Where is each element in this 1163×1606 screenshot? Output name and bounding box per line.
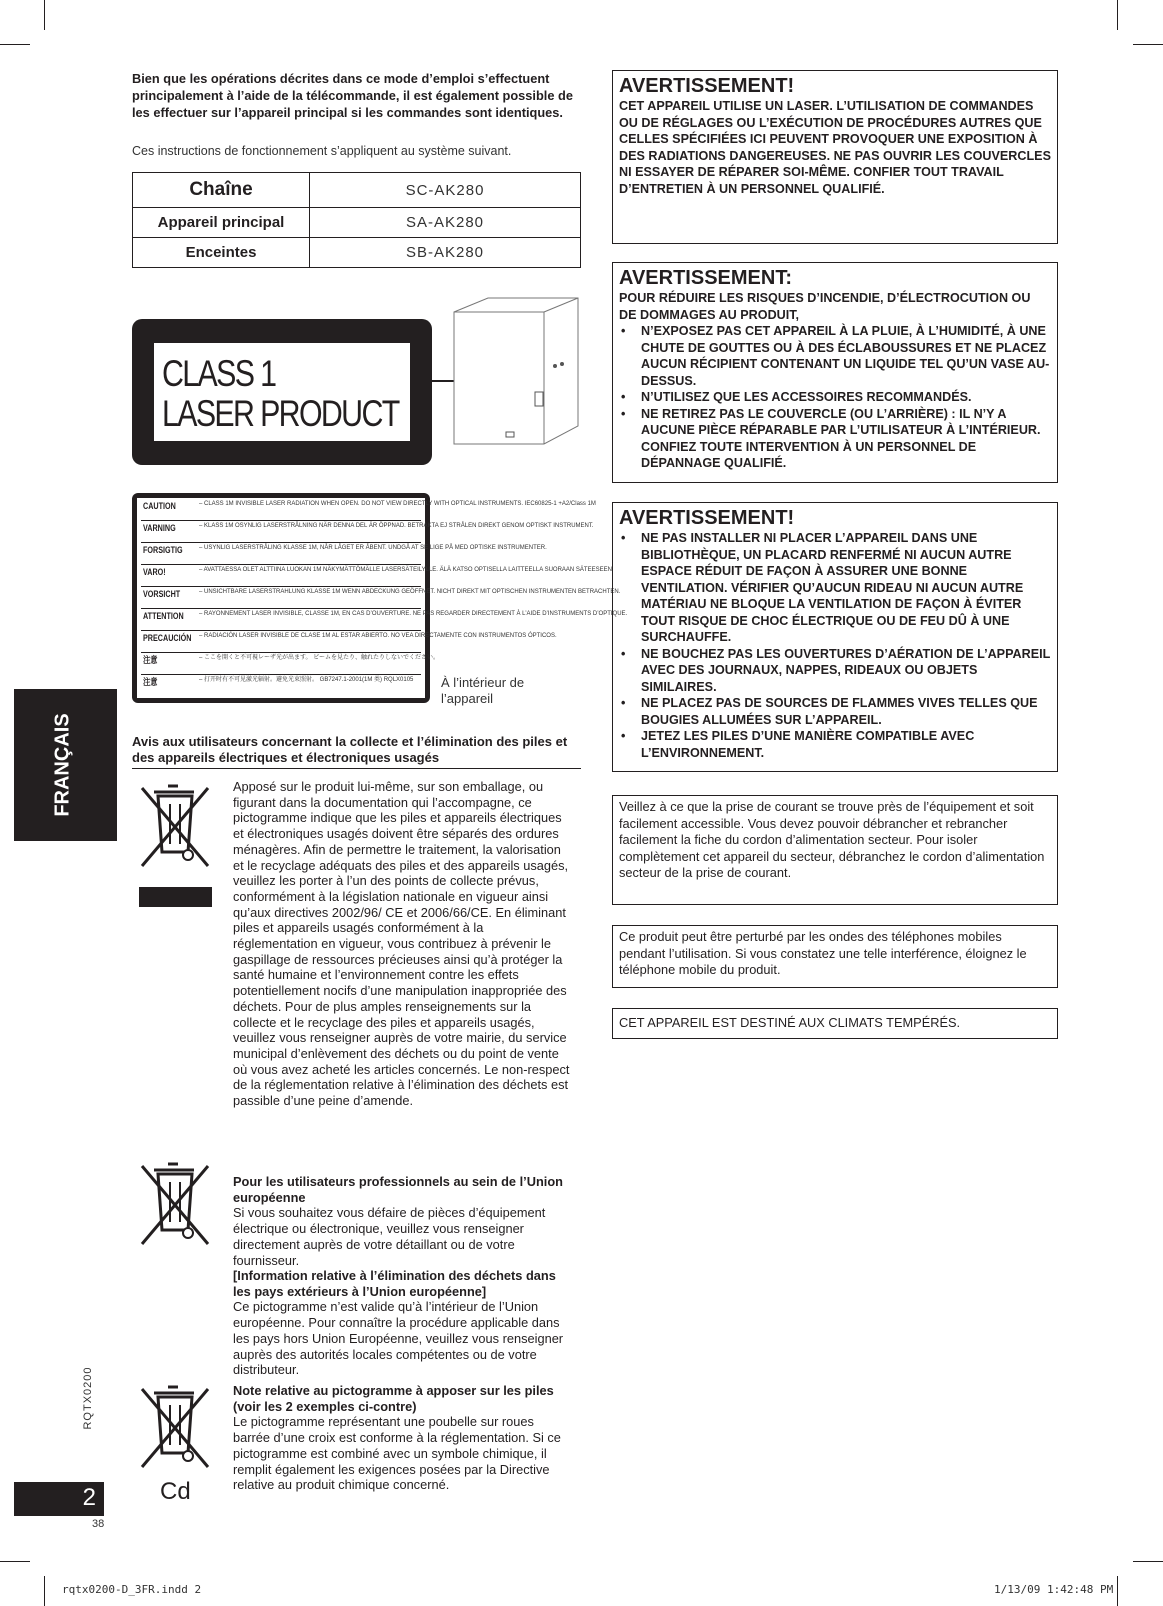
crossed-bin-icon [134,782,216,876]
recycling-text: Apposé sur le produit lui-même, sur son emballage, ou figurant dans la documentation qui l’accompagne, ce pictogramme indique que les piles et appareils électriques et électroniques usagés doivent être séparés des ordures ménagères. Afin de permettre le traitement, la valorisation et le recyclage adéquats des piles et des appareils usagés, veuillez les porter à l’un des points de collecte prévus, conformément à la législation nationale en vigueur ainsi qu’aux directives 2002/96/ CE et 2006/66/CE. En éliminant piles et appareils usagés conformément à la réglementation en vigueur, vous contribuez à prévenir le gaspillage de ressources précieuses ainsi qu’à protéger la santé humaine et l’environnement contre les effets potentiellement nocifs d’une manipulation inappropriée des déchets. Pour de plus amples renseignements sur la collecte et le recyclage des piles et appareils usagés, veuillez vous renseigner auprès de votre mairie, du service municipal d’enlèvement des déchets ou du point de vente où vous avez acheté les articles concernés. Le non-respect de la réglementation relative à l’élimination des déchets est passible d’une peine d’amende. [233,779,570,1109]
black-bar [139,887,212,907]
device-illustration [430,296,590,461]
intro-subtext: Ces instructions de fonctionnement s’appliquent au système suivant. [132,144,512,158]
model-label: Chaîne [133,173,310,208]
battery-note-heading: Note relative au pictogramme à apposer sur les piles (voir les 2 exemples ci-contre) [233,1383,554,1414]
non-eu-text: Ce pictogramme n’est valide qu’à l’intérieur de l’Union européenne. Pour connaître la procédure applicable dans les pays hors Union Européenne, veuillez vous renseigner auprès des autorités locales compétentes ou de votre distributeur. [233,1299,564,1378]
warning-title: AVERTISSEMENT! [619,507,795,529]
section-title: Avis aux utilisateurs concernant la collecte et l’élimination des piles et des appareils électriques et électroniques usagés [132,734,568,765]
warning-intro: POUR RÉDUIRE LES RISQUES D’INCENDIE, D’ÉLECTROCUTION OU DE DOMMAGES AU PRODUIT, [619,291,1031,322]
crop-mark [0,1561,30,1562]
model-value: SB-AK280 [310,238,581,268]
caution-row: VARNING – KLASS 1M OSYNLIG LASERSTRÅLNING NÄR DENNA DEL ÄR ÖPPNAD. BETRAKTA EJ STRÅLEN DIREKT GENOM OPTISKT INSTRUMENT. [141,520,421,543]
power-outlet-note: Veillez à ce que la prise de courant se trouve près de l’équipement et soit facilement accessible. Vous devez pouvoir débrancher et rebrancher facilement la fiche du cordon d’alimentation secteur. Pour isoler complètement cet appareil du secteur, débranchez le cordon d’alimentation secteur de la prise de courant. [612,795,1058,905]
warning-title: AVERTISSEMENT: [619,267,792,289]
inside-device-note: À l’intérieur de l’appareil [441,675,525,706]
warning-box-fire [612,262,1058,483]
doc-code-text: RQTX0200 [82,1366,94,1430]
table-row [133,173,581,208]
climate-note: CET APPAREIL EST DESTINÉ AUX CLIMATS TEMPÉRÉS. [612,1008,1058,1039]
caution-row: VORSICHT – UNSICHTBARE LASERSTRAHLUNG KLASSE 1M WENN ABDECKUNG GEÖFFNET. NICHT DIREKT MIT OPTISCHEN INSTRUMENTEN BETRACHTEN. [141,586,421,609]
table-row [133,208,581,238]
battery-note-block [233,1383,571,1493]
warning-box-laser [612,70,1058,244]
page-number-box [14,1482,104,1516]
language-tab [14,689,117,841]
warning-text: CET APPAREIL UTILISE UN LASER. L’UTILISATION DE COMMANDES OU DE RÉGLAGES OU L’EXÉCUTION DE PROCÉDURES AUTRES QUE CELLES SPÉCIFIÉES ICI PEUVENT PROVOQUER UNE EXPOSITION À DES RADIATIONS DANGEREUSES. NE PAS OUVRIR LES COUVERCLES NI ESSAYER DE RÉPARER SOI-MÊME. CONFIER TOUT TRAVAIL D’ENTRETIEN À UN PERSONNEL QUALIFIÉ. [619,99,1051,196]
model-value: SA-AK280 [310,208,581,238]
crossed-bin-icon [134,1383,216,1477]
warning-item: • NE BOUCHEZ PAS LES OUVERTURES D’AÉRATION DE L’APPAREIL AVEC DES JOURNAUX, NAPPES, RIDEAUX OU OBJETS SIMILAIRES. [619,646,1051,696]
crossed-bin-icon [134,1160,216,1254]
crop-mark [44,0,45,30]
warning-item: • N’EXPOSEZ PAS CET APPAREIL À LA PLUIE, À L’HUMIDITÉ, À UNE CHUTE DE GOUTTES OU À DES ÉCLABOUSSURES ET NE PLACEZ AUCUN RÉCIPIENT CONTENANT UN LIQUIDE TEL QU’UN VASE AU-DESSUS. [619,323,1051,389]
caution-row: CAUTION – CLASS 1M INVISIBLE LASER RADIATION WHEN OPEN. DO NOT VIEW DIRECTLY WITH OPTICAL INSTRUMENTS. IEC60825-1 +A2/Class 1M [141,498,421,521]
crop-mark [44,1576,45,1606]
caution-row: 注意 – 打开时有不可见激光辐射。避免光束照射。 GB7247.1-2001(1M 类) RQLX0105 [143,677,414,687]
crop-mark [1133,44,1163,45]
crop-mark [1117,0,1118,30]
model-label: Enceintes [133,238,310,268]
non-eu-block [233,1268,571,1378]
warning-item: • JETEZ LES PILES D’UNE MANIÈRE COMPATIBLE AVEC L’ENVIRONNEMENT. [619,728,1051,761]
footer-timestamp: 1/13/09 1:42:48 PM [994,1583,1114,1596]
mobile-phone-note: Ce produit peut être perturbé par les ondes des téléphones mobiles pendant l’utilisation. Si vous constatez une telle interférence, éloignez le téléphone mobile du produit. [612,925,1058,988]
intro-text: Bien que les opérations décrites dans ce mode d’emploi s’effectuent principalement à l’aide de la télécommande, il est également possible de les effectuer sur l’appareil principal si les commandes sont identiques. [132,71,573,120]
divider [132,768,581,769]
crop-mark [1117,1576,1118,1606]
laser-label-line1: CLASS 1 [162,353,276,394]
page-number: 2 [82,1484,96,1511]
battery-note-text: Le pictogramme représentant une poubelle sur roues barrée d’une croix est conforme à la réglementation. Si ce pictogramme est combiné avec un symbole chimique, il remplit également les exigences posées par la Directive relative au produit chimique concerné. [233,1414,561,1493]
caution-row: ATTENTION – RAYONNEMENT LASER INVISIBLE, CLASSE 1M, EN CAS D’OUVERTURE. NE PAS REGARDER DIRECTEMENT À L’AIDE D’INSTRUMENTS D’OPTIQUE. [141,608,421,631]
sequence-number: 38 [92,1518,105,1530]
caution-row: PRECAUCIÓN – RADIACIÓN LASER INVISIBLE DE CLASE 1M AL ESTAR ABIERTO. NO VEA DIRECTAMENTE CON INSTRUMENTOS ÓPTICOS. [141,630,421,653]
caution-row: 注意 – ここを開くと不可視レーザ光が出ます。 ビームを見たり、触れたりしないでください。 [141,652,421,675]
laser-label-line2: LASER PRODUCT [162,393,399,434]
language-tab-label: FRANÇAIS [51,713,74,817]
model-table [132,172,581,268]
warning-title: AVERTISSEMENT! [619,75,795,97]
warning-item: • NE RETIREZ PAS LE COUVERCLE (OU L’ARRIÈRE) : IL N’Y A AUCUNE PIÈCE RÉPARABLE PAR L’UTILISATEUR À L’INTÉRIEUR. CONFIEZ TOUTE INTERVENTION À UN PERSONNEL DE DÉPANNAGE QUALIFIÉ. [619,406,1051,472]
caution-row: FORSIGTIG – USYNLIG LASERSTRÅLING KLASSE 1M, NÅR LÅGET ER ÅBENT. UNDGÅ AT SE LIGE PÅ MED OPTISKE INSTRUMENTER. [141,542,421,565]
pro-users-text: Si vous souhaitez vous défaire de pièces d’équipement électrique ou électronique, veuillez vous renseigner directement auprès de votre détaillant ou de votre fournisseur. [233,1205,546,1268]
warning-item: • NE PLACEZ PAS DE SOURCES DE FLAMMES VIVES TELLES QUE BOUGIES ALLUMÉES SUR L’APPAREIL. [619,695,1051,728]
pro-users-heading: Pour les utilisateurs professionnels au sein de l’Union européenne [233,1174,563,1205]
caution-row: VARO! – AVATTAESSA OLET ALTTIINA LUOKAN 1M NÄKYMÄTTÖMÄLLE LASERSÄTEILYLLE. ÄLÄ KATSO OPTISELLA LAITTEELLA SUORAAN SÄTEESEEN. [141,564,421,587]
model-value: SC-AK280 [310,173,581,208]
warning-item: • N’UTILISEZ QUE LES ACCESSOIRES RECOMMANDÉS. [619,389,1051,406]
non-eu-heading: [Information relative à l’élimination des déchets dans les pays extérieurs à l’Union européenne] [233,1268,556,1299]
crop-mark [1133,1561,1163,1562]
model-label: Appareil principal [133,208,310,238]
warning-item: • NE PAS INSTALLER NI PLACER L’APPAREIL DANS UNE BIBLIOTHÈQUE, UN PLACARD RENFERMÉ NI AUCUN AUTRE ESPACE RÉDUIT DE FAÇON À ASSURER UNE BONNE VENTILATION. VÉRIFIER QU’AUCUN RIDEAU NI AUCUN AUTRE MATÉRIAU NE BLOQUE LA VENTILATION DE FAÇON À ÉVITER TOUT RISQUE DE CHOC ÉLECTRIQUE OU DE FEU DÛ À UNE SURCHAUFFE. [619,530,1051,646]
footer-filename: rqtx0200-D_3FR.indd 2 [62,1583,202,1596]
cd-symbol: Cd [160,1478,191,1505]
class1-laser-label [132,319,432,465]
pro-users-block [233,1174,571,1268]
table-row [133,238,581,268]
crop-mark [0,44,30,45]
warning-box-ventilation [612,502,1058,772]
